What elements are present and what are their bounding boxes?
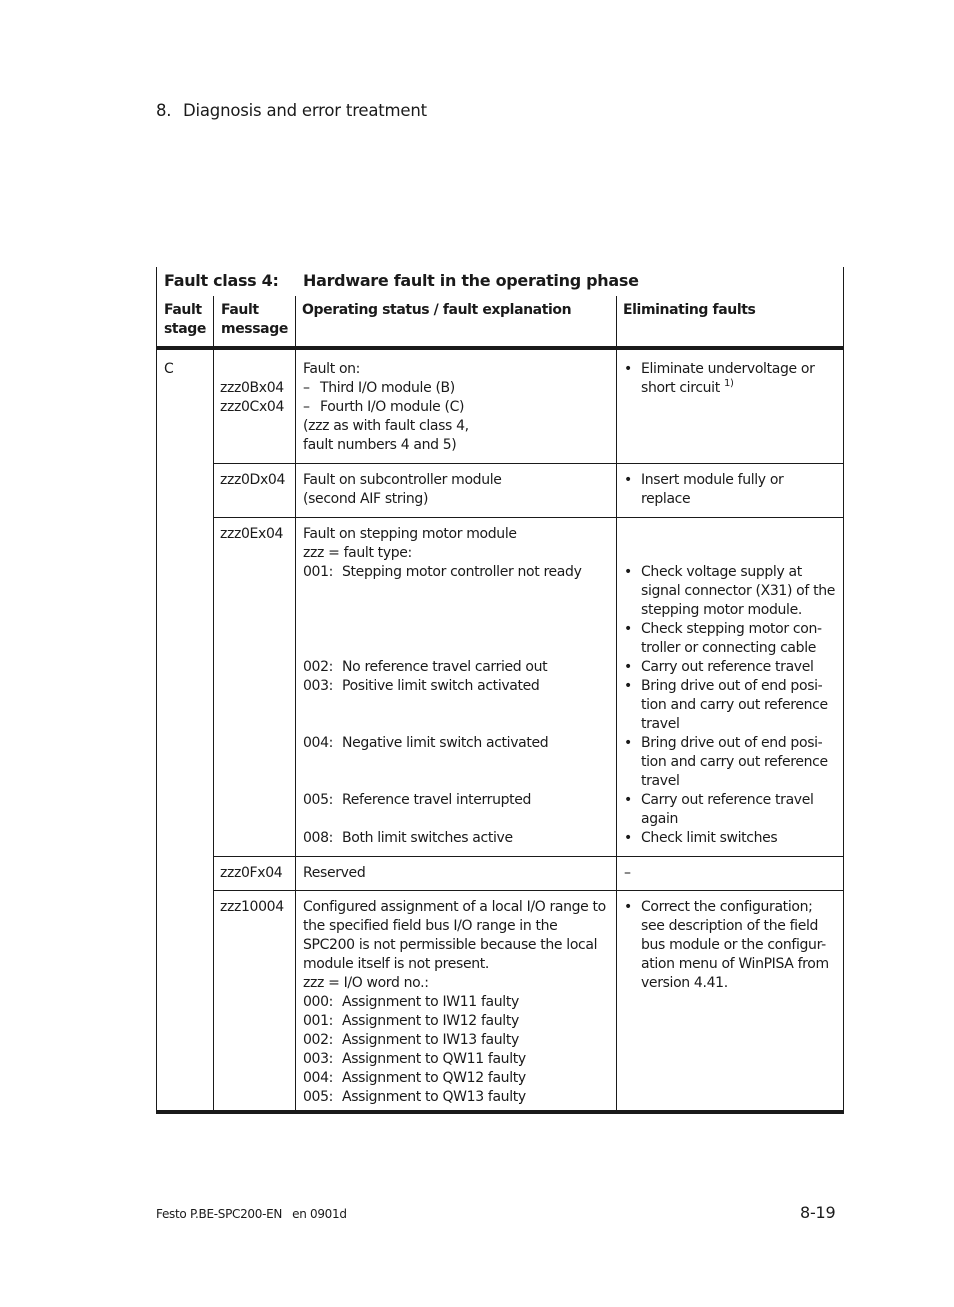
- table-row-2-message: zzz0Dx04: [220, 472, 286, 488]
- chapter-heading: [156, 101, 427, 120]
- fault-code-008: 008: Both limit switches active: [303, 830, 513, 846]
- chapter-number: 8.: [156, 101, 172, 120]
- fault-code-003: 003: Positive limit switch activated: [303, 678, 540, 694]
- header-rule: [156, 346, 844, 350]
- footer-document-id: Festo P.BE-SPC200-EN en 0901d: [156, 1207, 347, 1221]
- table-row-4-explanation: Reserved: [303, 865, 366, 881]
- table-row-2-explanation: Fault on subcontroller module (second AIF string): [303, 472, 502, 507]
- table-left-border: [156, 267, 157, 1114]
- row-rule-3: [213, 856, 844, 857]
- page-number: 8-19: [800, 1203, 836, 1222]
- table-row-3-fixes: • Check voltage supply at signal connector (X31) of the stepping motor module. • Check stepping motor con- troller or connecting cable • Carry out reference travel • Bring drive out of end posi- tion and carry out reference travel • Bring drive out of end posi- tion and carry out reference travel • Carry out reference travel again • Check limit switches: [624, 564, 835, 846]
- column-header-stage: Fault stage: [164, 302, 206, 337]
- table-row-3-message: zzz0Ex04: [220, 526, 284, 542]
- row-rule-4: [213, 890, 844, 891]
- table-row-5-explanation: Configured assignment of a local I/O range to the specified field bus I/O range in the SPC200 is not permissible because the local module itself is not present. zzz = I/O word no.: 000: Assignment to IW11 faulty 001: Assignment to IW12 faulty 002: Assignment to IW13 faulty 003: Assignment to QW11 faulty 004: Assignment to QW12 faulty 005: Assignment to QW13 faulty: [303, 899, 606, 1105]
- row-rule-2: [213, 517, 844, 518]
- chapter-title: Diagnosis and error treatment: [183, 101, 427, 120]
- table-right-border: [843, 267, 844, 1114]
- fault-code-001: 001: Stepping motor controller not ready: [303, 564, 582, 580]
- col-divider-message: [295, 296, 296, 1114]
- column-header-eliminating: Eliminating faults: [623, 302, 756, 318]
- footnote-marker: 1): [723, 378, 734, 389]
- table-row-5-fix: • Correct the configuration; see description of the field bus module or the configur- ation menu of WinPISA from version 4.41.: [624, 899, 829, 991]
- table-row-1-fix: • Eliminate undervoltage or short circuit $^{1)}$: [624, 361, 815, 396]
- fault-code-004: 004: Negative limit switch activated: [303, 735, 549, 751]
- col-divider-stage: [213, 296, 214, 1114]
- table-row-3-explanation: Fault on stepping motor module zzz = fault type:: [303, 526, 517, 561]
- table-row-1-messages: zzz0Bx04 zzz0Cx04: [220, 380, 285, 415]
- row-rule-1: [213, 463, 844, 464]
- column-header-message: Fault message: [221, 302, 288, 337]
- fault-stage-value: C: [164, 361, 174, 377]
- fault-code-005: 005: Reference travel interrupted: [303, 792, 532, 808]
- table-row-4-fix: –: [624, 865, 631, 881]
- fault-table: [156, 267, 844, 1114]
- col-divider-explanation: [616, 296, 617, 1114]
- table-row-5-message: zzz10004: [220, 899, 284, 915]
- table-row-1-explanation: Fault on: – Third I/O module (B) – Fourth I/O module (C) (zzz as with fault class 4, fault numbers 4 and 5): [303, 361, 469, 453]
- table-row-2-fix: • Insert module fully or replace: [624, 472, 784, 507]
- column-header-explanation: Operating status / fault explanation: [302, 302, 572, 318]
- bottom-rule: [156, 1110, 844, 1114]
- fault-class-title: Hardware fault in the operating phase: [303, 271, 639, 290]
- fault-class-label: Fault class 4:: [164, 271, 279, 290]
- table-row-4-message: zzz0Fx04: [220, 865, 283, 881]
- fault-code-002: 002: No reference travel carried out: [303, 659, 548, 675]
